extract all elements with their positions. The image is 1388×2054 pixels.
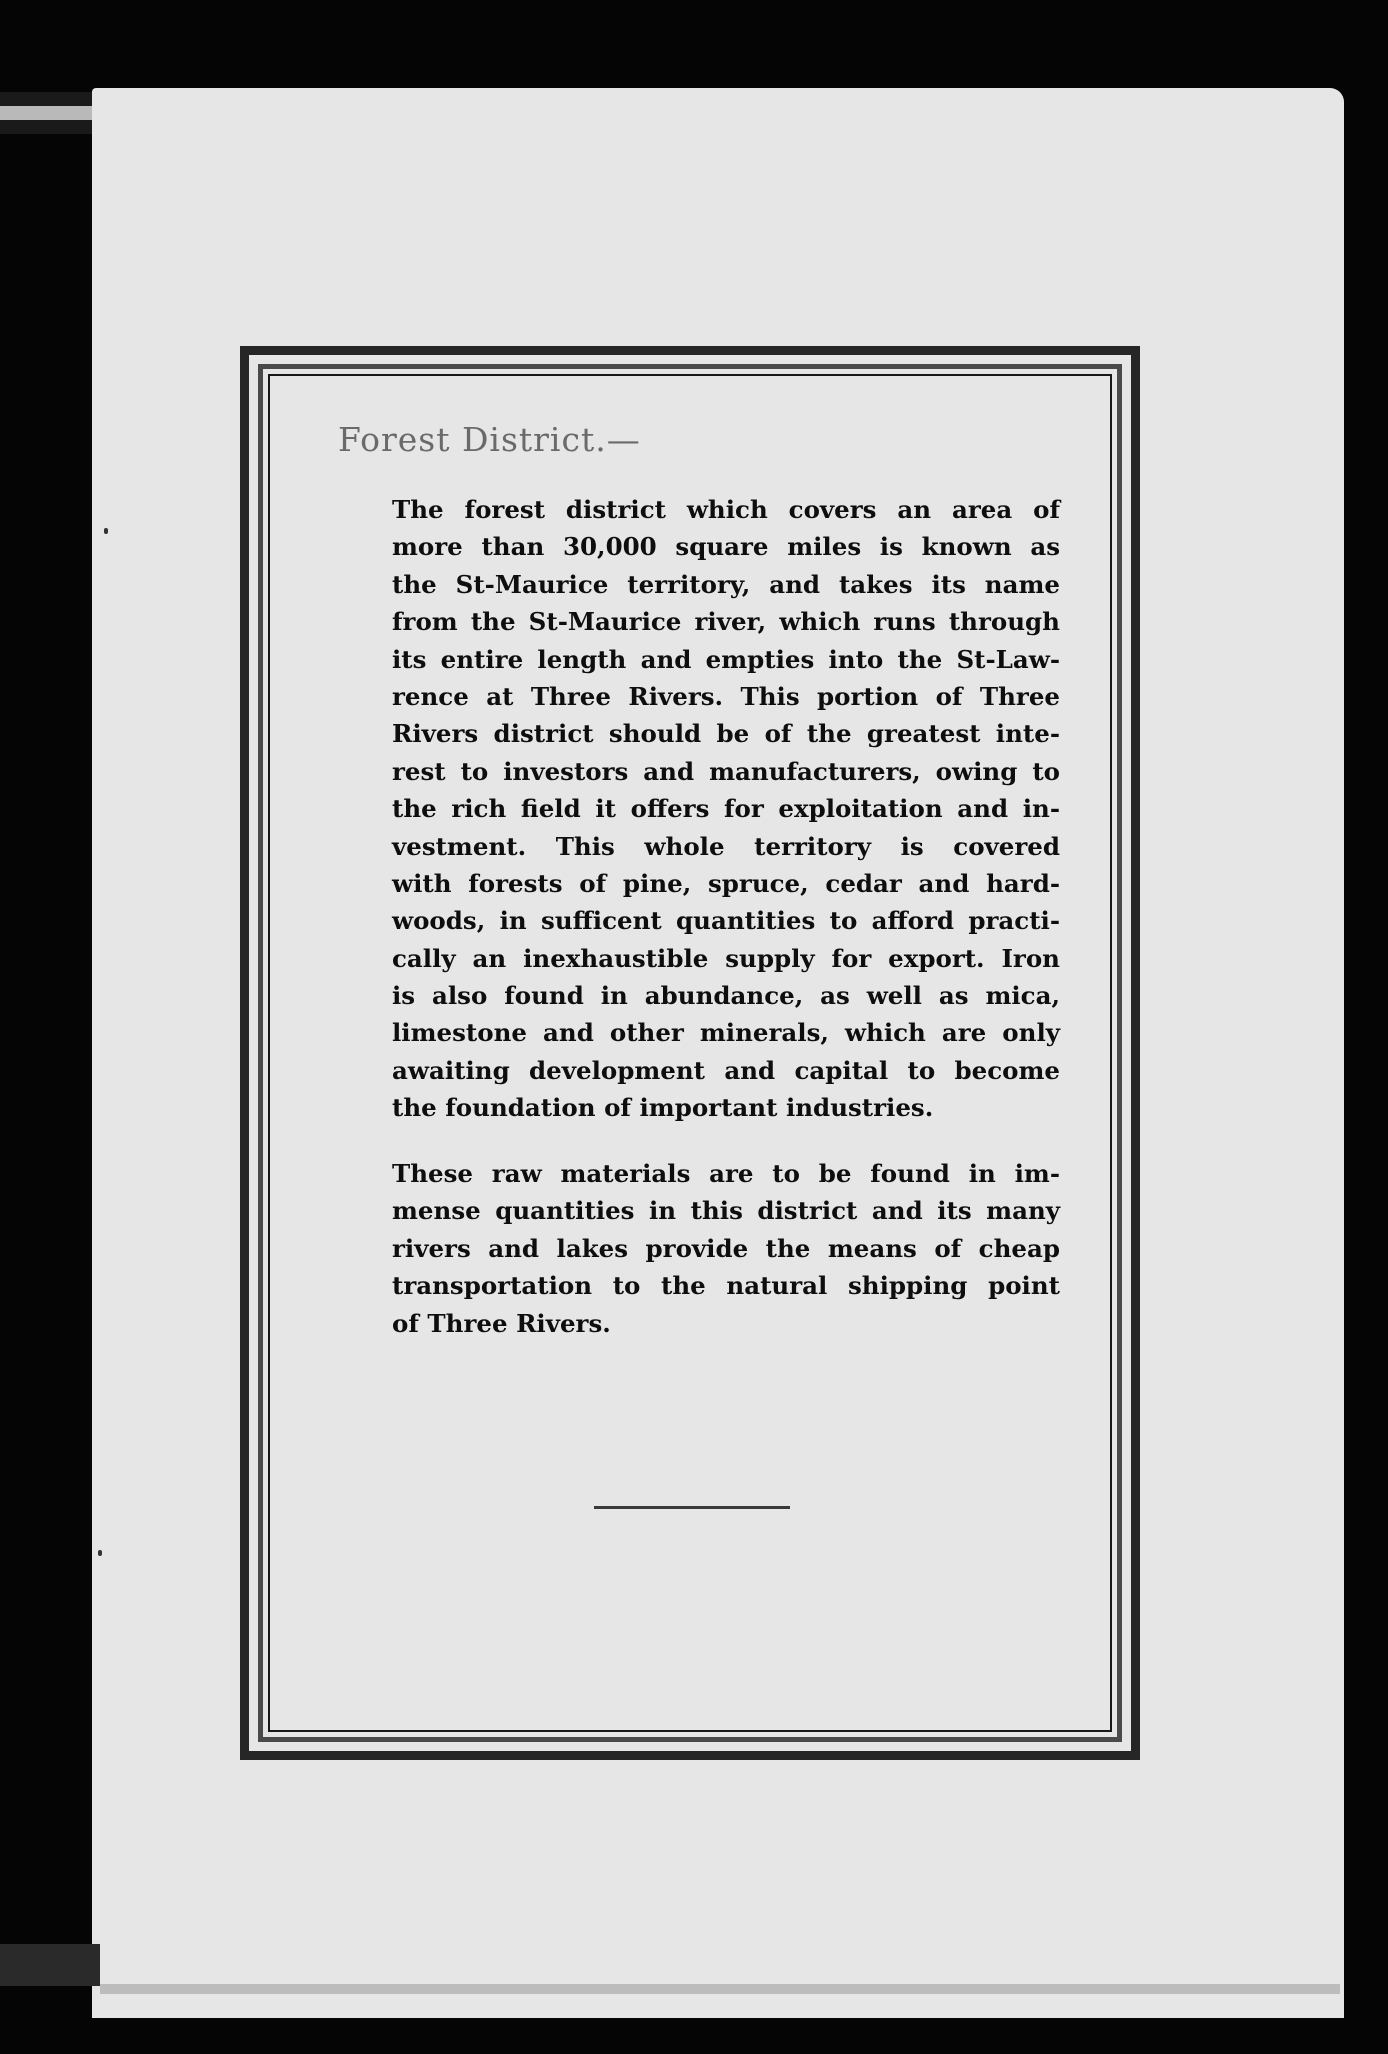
text-line: The forest district which covers an area of xyxy=(392,495,1060,524)
text-line: transportation to the natural shipping point xyxy=(392,1271,1060,1301)
text-line: limestone and other minerals, which are only xyxy=(392,1018,1060,1048)
bottom-page-edge xyxy=(100,1984,1340,1994)
margin-speck xyxy=(98,1550,102,1556)
text-line: its entire length and empties into the St-Law- xyxy=(392,644,1060,674)
text-line: vestment. This whole territory is covered xyxy=(392,831,1060,861)
left-edge-highlight xyxy=(0,106,104,120)
paragraph-2 xyxy=(392,1155,1060,1342)
text-line: These raw materials are to be found in im- xyxy=(392,1159,1060,1188)
text-line: is also found in abundance, as well as mica, xyxy=(392,981,1060,1011)
paragraph-1 xyxy=(392,491,1060,1127)
text-line: Rivers district should be of the greatest inte- xyxy=(392,719,1060,749)
text-line: with forests of pine, spruce, cedar and hard- xyxy=(392,868,1060,898)
text-line: from the St-Maurice river, which runs through xyxy=(392,607,1060,637)
margin-speck xyxy=(104,528,108,534)
text-line: of Three Rivers. xyxy=(392,1308,611,1338)
text-line: more than 30,000 square miles is known as xyxy=(392,532,1060,562)
bottom-left-shadow xyxy=(0,1944,100,1986)
text-line: rivers and lakes provide the means of cheap xyxy=(392,1233,1060,1263)
text-line: rest to investors and manufacturers, owing to xyxy=(392,756,1060,786)
text-line: rence at Three Rivers. This portion of Three xyxy=(392,681,1060,711)
section-heading: Forest District.— xyxy=(338,420,641,459)
text-line: the rich field it offers for exploitation and in- xyxy=(392,794,1060,824)
text-line: mense quantities in this district and its many xyxy=(392,1196,1060,1226)
text-line: awaiting development and capital to become xyxy=(392,1055,1060,1085)
text-line: the foundation of important industries. xyxy=(392,1093,934,1123)
text-line: the St-Maurice territory, and takes its name xyxy=(392,569,1060,599)
text-line: woods, in sufficent quantities to afford practi- xyxy=(392,906,1060,936)
text-line: cally an inexhaustible supply for export. Iron xyxy=(392,943,1060,973)
closing-rule xyxy=(594,1506,790,1509)
